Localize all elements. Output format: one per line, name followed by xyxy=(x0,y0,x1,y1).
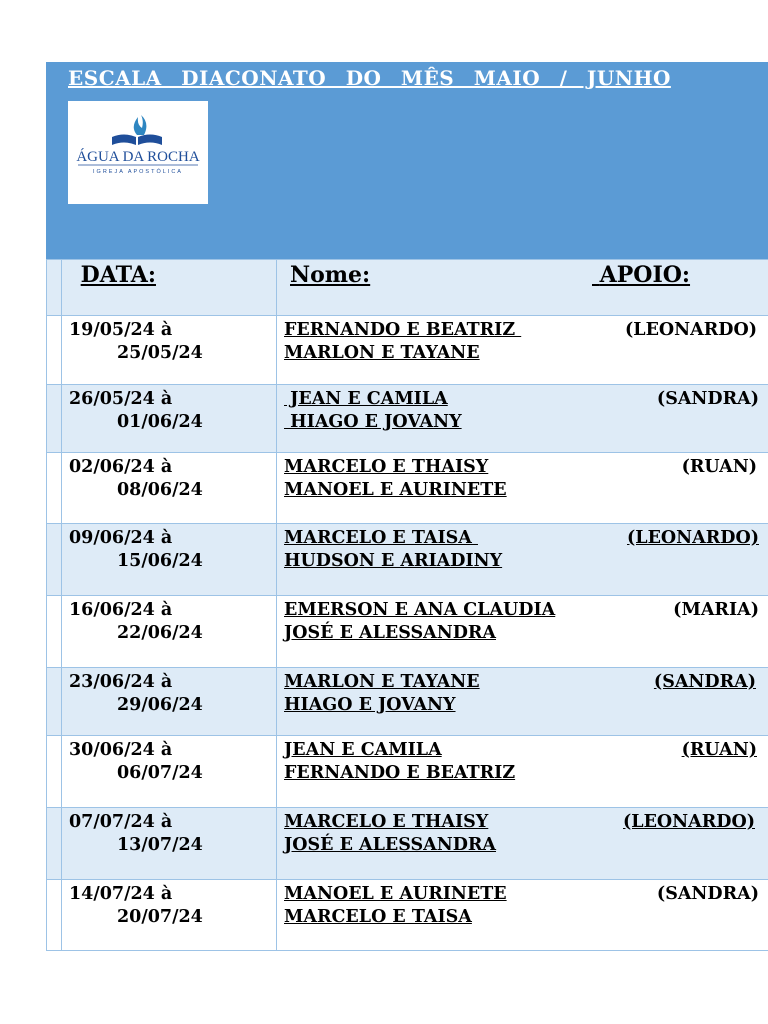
name-pair-1: MARCELO E THAISY xyxy=(284,812,489,832)
date-start: 19/05/24 à xyxy=(69,320,173,340)
date-end: 22/06/24 xyxy=(117,623,203,643)
date-start: 02/06/24 à xyxy=(69,457,173,477)
date-start: 30/06/24 à xyxy=(69,740,173,760)
date-end: 08/06/24 xyxy=(117,480,203,500)
date-end: 13/07/24 xyxy=(117,835,203,855)
date-start: 23/06/24 à xyxy=(69,672,173,692)
table-row xyxy=(47,807,768,879)
name-pair-1: MARCELO E THAISY xyxy=(284,457,489,477)
name-pair-2: MANOEL E AURINETE xyxy=(284,480,507,500)
logo-name: ÁGUA DA ROCHA xyxy=(76,149,200,165)
table-row xyxy=(47,667,768,735)
date-start: 07/07/24 à xyxy=(69,812,173,832)
date-start: 09/06/24 à xyxy=(69,528,173,548)
apoio-name: (SANDRA) xyxy=(653,672,756,692)
date-end: 06/07/24 xyxy=(117,763,203,783)
open-bible-flame-icon xyxy=(68,101,208,204)
name-pair-1: FERNANDO E BEATRIZ xyxy=(284,320,522,340)
table-header-row xyxy=(47,259,768,315)
name-pair-2: JOSÉ E ALESSANDRA xyxy=(284,835,497,855)
name-pair-2: FERNANDO E BEATRIZ xyxy=(284,763,516,783)
apoio-name: (LEONARDO) xyxy=(623,812,755,832)
table-row xyxy=(47,523,768,595)
name-pair-1: EMERSON E ANA CLAUDIA xyxy=(284,600,556,620)
logo-tagline: IGREJA APOSTÓLICA xyxy=(93,169,183,175)
date-end: 01/06/24 xyxy=(117,412,203,432)
name-pair-2: MARCELO E TAISA xyxy=(284,907,472,927)
table-row xyxy=(47,315,768,384)
table-row xyxy=(47,452,768,523)
apoio-name: (RUAN) xyxy=(681,457,757,477)
name-pair-2: HUDSON E ARIADINY xyxy=(284,551,503,571)
table-row xyxy=(47,735,768,807)
apoio-name: (LEONARDO) xyxy=(625,320,757,340)
apoio-name: (LEONARDO) xyxy=(627,528,759,548)
apoio-name: (RUAN) xyxy=(681,740,757,760)
name-pair-1: JEAN E CAMILA xyxy=(284,389,448,409)
title-banner xyxy=(46,62,768,259)
date-start: 26/05/24 à xyxy=(69,389,173,409)
apoio-name: (SANDRA) xyxy=(656,884,759,904)
page-title: ESCALA DIACONATO DO MÊS MAIO / JUNHO xyxy=(68,66,671,90)
header-data: DATA: xyxy=(80,262,156,288)
table-row xyxy=(47,384,768,452)
name-pair-2: HIAGO E JOVANY xyxy=(284,412,462,432)
date-start: 14/07/24 à xyxy=(69,884,173,904)
name-pair-2: HIAGO E JOVANY xyxy=(284,695,456,715)
date-end: 20/07/24 xyxy=(117,907,203,927)
name-pair-2: MARLON E TAYANE xyxy=(284,343,480,363)
date-end: 25/05/24 xyxy=(117,343,203,363)
header-apoio: APOIO: xyxy=(599,262,691,288)
name-pair-1: MARLON E TAYANE xyxy=(284,672,480,692)
apoio-name: (SANDRA) xyxy=(656,389,759,409)
name-pair-1: MARCELO E TAISA xyxy=(284,528,478,548)
date-end: 15/06/24 xyxy=(117,551,203,571)
church-logo xyxy=(68,101,208,204)
schedule-table xyxy=(46,259,768,951)
apoio-name: (MARIA) xyxy=(673,600,759,620)
date-end: 29/06/24 xyxy=(117,695,203,715)
header-nome: Nome: xyxy=(290,262,371,288)
date-start: 16/06/24 à xyxy=(69,600,173,620)
table-row xyxy=(47,595,768,667)
name-pair-1: MANOEL E AURINETE xyxy=(284,884,507,904)
name-pair-2: JOSÉ E ALESSANDRA xyxy=(284,623,497,643)
table-row xyxy=(47,879,768,950)
name-pair-1: JEAN E CAMILA xyxy=(284,740,442,760)
